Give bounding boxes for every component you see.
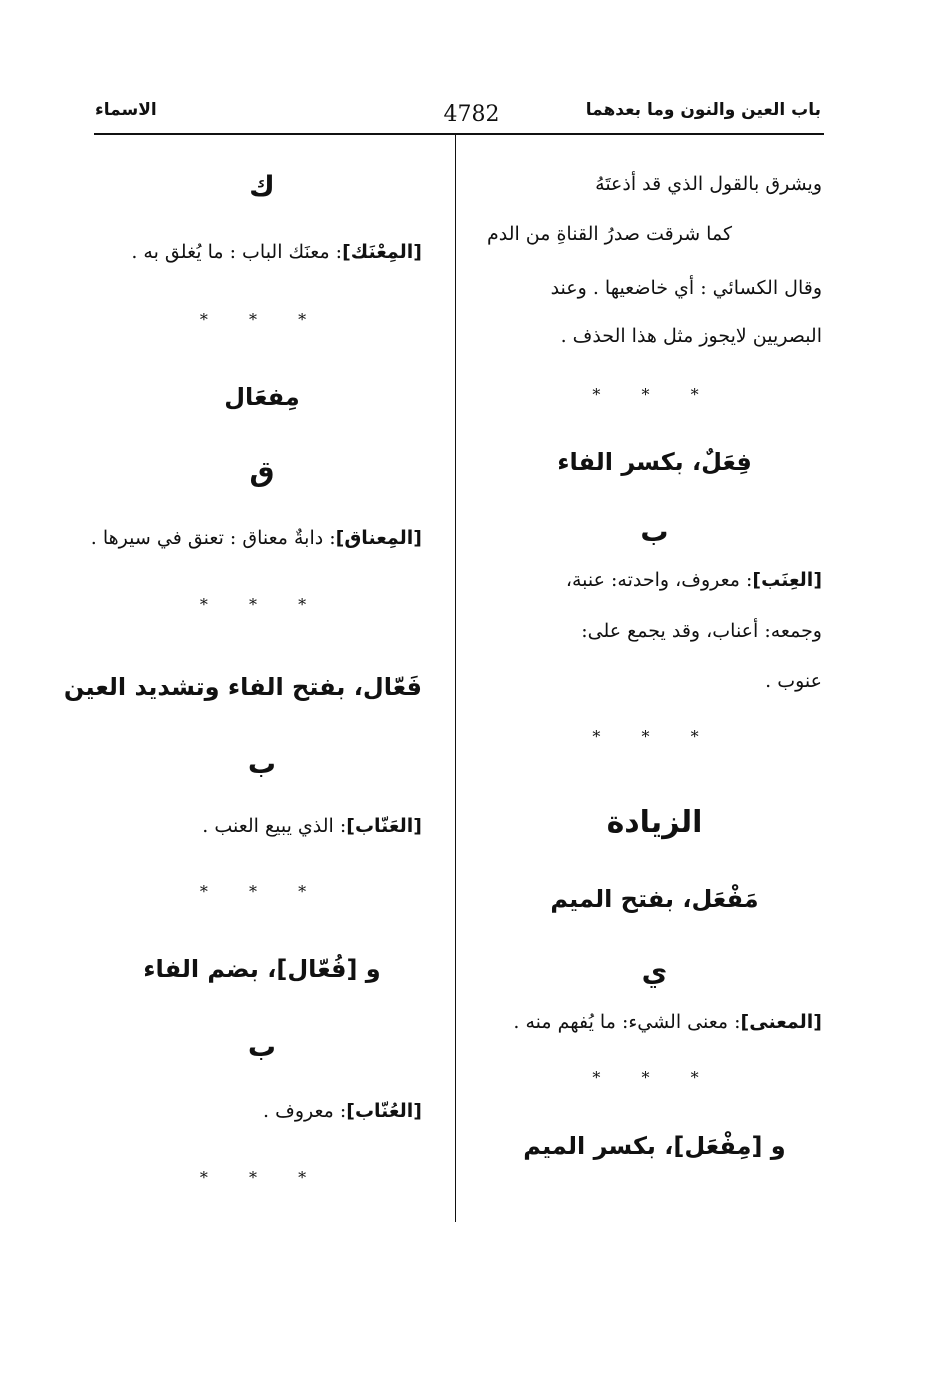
separator-stars: * * *: [592, 727, 717, 746]
pattern-heading: مَفْعَل، بفتح الميم: [550, 885, 759, 913]
entry-definition: : معروف .: [263, 1100, 347, 1122]
entry-line: [102, 241, 422, 263]
entry-headword: [المِعناق]: [335, 527, 422, 549]
separator-stars: * * *: [199, 310, 325, 329]
pattern-heading: و [مِفْعَل]، بكسر الميم: [523, 1132, 786, 1160]
text-line: وقال الكسائي : أي خاضعيها . وعند: [550, 277, 822, 299]
separator-stars: * * *: [199, 595, 325, 614]
header-rule: [94, 133, 824, 135]
entry-headword: [العَنّاب]: [346, 815, 422, 837]
separator-stars: * * *: [199, 882, 325, 901]
entry-line: عنوب .: [765, 670, 822, 692]
entry-line: [487, 569, 822, 591]
section-title: الاسماء: [95, 100, 157, 120]
entry-line: [102, 815, 422, 837]
separator-stars: * * *: [199, 1168, 325, 1187]
entry-headword: [العُنّاب]: [346, 1100, 422, 1122]
chapter-title: باب العين والنون وما بعدهما: [585, 100, 821, 120]
pattern-heading: و [فُعّال]، بضم الفاء: [143, 955, 381, 983]
entry-definition: : الذي يبيع العنب .: [202, 815, 347, 837]
letter-heading: ك: [249, 170, 275, 203]
entry-definition: : معنى الشيء: ما يُفهم منه .: [513, 1011, 741, 1033]
letter-heading: ب: [247, 1030, 277, 1063]
entry-headword: [العِنَب]: [752, 569, 822, 591]
verse-line: ويشرق بالقول الذي قد أذعتَهُ: [595, 173, 822, 195]
letter-heading: ب: [247, 747, 277, 780]
entry-line: [90, 527, 422, 549]
entry-line: وجمعه: أعناب، وقد يجمع على:: [581, 620, 822, 642]
entry-definition: : معروف، واحدته: عنبة،: [565, 569, 753, 591]
entry-line: [102, 1100, 422, 1122]
page-number: 4782: [443, 102, 500, 127]
entry-line: [487, 1011, 822, 1033]
letter-heading: ق: [249, 455, 275, 488]
pattern-heading: فَعّال، بفتح الفاء وتشديد العين: [63, 673, 422, 701]
pattern-heading: مِفعَال: [224, 383, 300, 411]
entry-definition: : معنَك الباب : ما يُغلق به .: [131, 241, 343, 263]
entry-headword: [المِعْنَك]: [342, 241, 422, 263]
entry-definition: : دابةٌ معناق : تعنق في سيرها .: [90, 527, 336, 549]
separator-stars: * * *: [592, 1068, 717, 1087]
section-heading: الزيادة: [606, 805, 703, 840]
letter-heading: ي: [641, 955, 668, 988]
separator-stars: * * *: [592, 385, 717, 404]
letter-heading: ب: [640, 515, 669, 548]
verse-line: كما شرقت صدرُ القناةِ من الدم: [486, 223, 732, 245]
text-line: البصريين لايجوز مثل هذا الحذف .: [560, 325, 822, 347]
pattern-heading: فِعَلٌ، بكسر الفاء: [557, 448, 752, 476]
column-divider: [455, 135, 456, 1222]
entry-headword: [المعنى]: [740, 1011, 822, 1033]
